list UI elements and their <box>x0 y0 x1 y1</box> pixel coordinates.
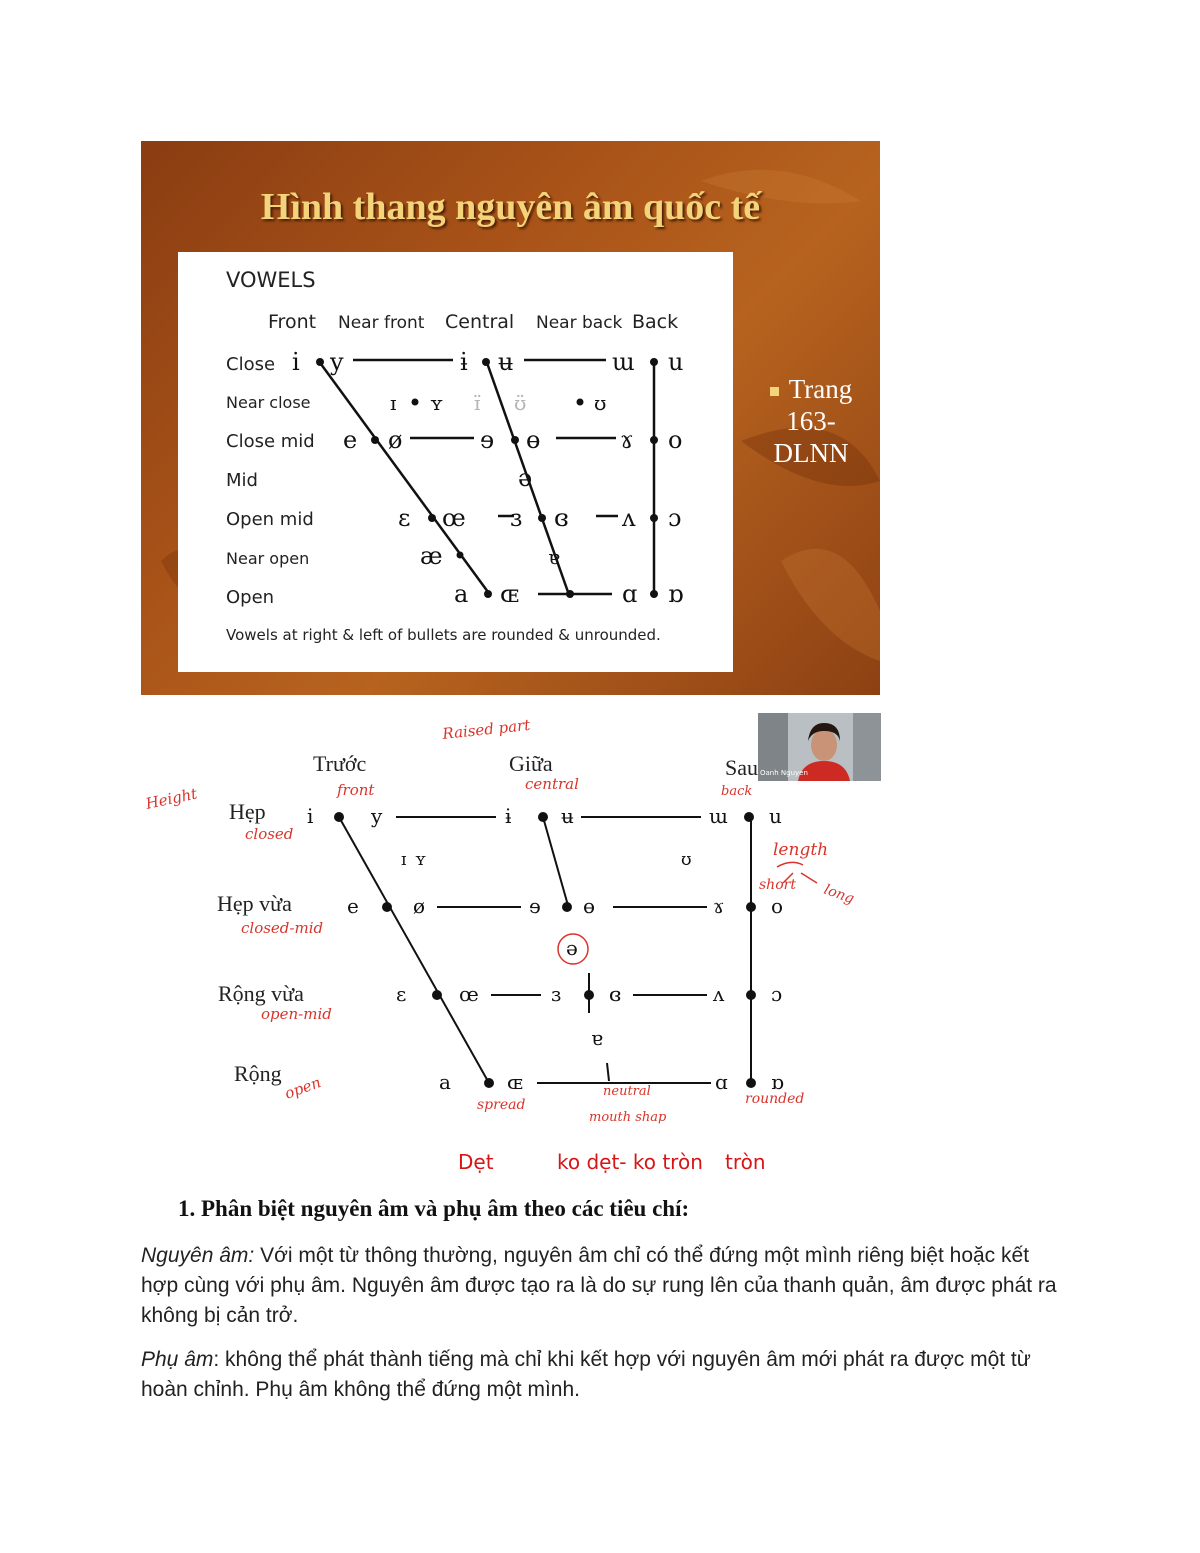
vowel: ʏ <box>415 850 427 870</box>
vowel: ɔ <box>771 982 783 1006</box>
col-central: Central <box>445 311 515 333</box>
vowel: ɞ <box>554 504 569 532</box>
trapezoid-bullets <box>316 358 658 598</box>
diagram-col-back: Sau <box>725 755 758 780</box>
note-length: length <box>773 840 829 860</box>
note-mouth-shape: mouth shap <box>589 1110 667 1125</box>
vowel: ɯ <box>612 348 635 376</box>
vowel: ɯ <box>709 804 728 828</box>
col-back: Back <box>632 311 679 333</box>
vowel: ɘ <box>529 894 541 918</box>
note-spread: spread <box>477 1097 526 1113</box>
vowel: ɪ̈ <box>474 391 481 415</box>
vowel: ɵ <box>583 894 596 918</box>
legend-round: tròn <box>725 1150 766 1174</box>
vowel: e <box>343 426 358 454</box>
vowel: ʌ <box>622 504 636 532</box>
row-open: Open <box>226 587 275 608</box>
vowel-paragraph <box>141 1241 1061 1331</box>
row-close: Close <box>226 354 276 375</box>
vowel: ɤ <box>713 894 725 918</box>
note-rounded: rounded <box>745 1091 805 1107</box>
vowel-chart-panel <box>178 252 733 672</box>
consonant-definition: : không thể phát thành tiếng mà chỉ khi kết hợp với nguyên âm mới phát ra được một từ hoàn chỉnh. Phụ âm không thể đứng một mình. <box>141 1348 1031 1401</box>
webcam-thumbnail <box>758 713 881 781</box>
vowel: y <box>371 804 383 828</box>
diagram-col-central: Giữa <box>509 751 553 776</box>
note-raised-part: Raised part <box>441 715 532 743</box>
vowel: ɨ <box>505 804 512 828</box>
slide-page-note: Trang 163- DLNN <box>751 373 871 469</box>
vowel: œ <box>442 504 466 532</box>
vowel: ʊ̈ <box>514 391 527 415</box>
vowel-chart-slide <box>141 141 880 695</box>
vowel: œ <box>459 982 479 1006</box>
vowel: o <box>668 426 683 454</box>
vowel: ɶ <box>500 580 519 608</box>
legend-flat: Dẹt <box>458 1150 494 1174</box>
vowel: ɑ <box>622 580 638 608</box>
vowel: e <box>347 894 359 918</box>
diagram-row-close: Hẹp <box>229 799 266 824</box>
note-open-mid: open-mid <box>261 1005 332 1023</box>
section-heading: 1. Phân biệt nguyên âm và phụ âm theo các tiêu chí: <box>178 1196 690 1221</box>
row-open-mid: Open mid <box>226 509 314 530</box>
vowel: i <box>292 348 300 376</box>
vowel: ʊ <box>594 391 607 415</box>
note-closed-mid: closed-mid <box>241 919 324 937</box>
diagram-row-close-mid: Hẹp vừa <box>217 891 292 916</box>
vowel: ɔ <box>668 504 682 532</box>
note-front: front <box>337 781 375 799</box>
col-front: Front <box>268 311 317 333</box>
vowel: ə <box>566 936 578 960</box>
slide-title: Hình thang nguyên âm quốc tế <box>260 186 761 228</box>
vowel: ʏ <box>430 391 444 415</box>
consonant-term: Phụ âm <box>141 1348 214 1371</box>
vowel: ʉ <box>498 348 514 376</box>
diagram-row-open: Rộng <box>234 1061 282 1086</box>
note-long: long <box>821 881 857 908</box>
vowel: ɛ <box>396 982 407 1006</box>
legend-neutral: ko dẹt- ko tròn <box>557 1150 703 1174</box>
bullet-icon <box>770 387 779 396</box>
note-closed: closed <box>245 825 294 843</box>
vowel: ɒ <box>668 580 684 608</box>
vowel: ø <box>413 894 426 918</box>
vowel: ɜ <box>510 504 523 532</box>
webcam-name: Oanh Nguyen <box>760 769 808 777</box>
note-central: central <box>525 775 579 793</box>
vowel: y <box>330 348 344 376</box>
vowel: ɜ <box>551 982 562 1006</box>
diagram-col-front: Trước <box>313 751 367 776</box>
vowel: i <box>307 804 314 828</box>
vowel: ɐ <box>548 545 560 569</box>
vowel: ɪ <box>390 391 397 415</box>
panel-heading: VOWELS <box>226 268 316 292</box>
ipa-vowel-trapezoid <box>178 252 733 672</box>
row-near-open: Near open <box>226 549 310 568</box>
vowel: ʊ <box>681 850 692 870</box>
vowel: a <box>454 580 469 608</box>
vowel: ɒ <box>771 1070 784 1094</box>
vowel: ɑ <box>715 1070 728 1094</box>
diagram-row-open-mid: Rộng vừa <box>218 981 304 1006</box>
vowel: ə <box>518 464 533 492</box>
vowel: ɘ <box>480 426 495 454</box>
vowel: ɪ <box>401 850 407 870</box>
vowel: æ <box>420 542 443 570</box>
consonant-paragraph <box>141 1345 1061 1405</box>
note-back: back <box>721 784 753 799</box>
vowel: ɐ <box>591 1026 603 1050</box>
row-mid: Mid <box>226 470 258 491</box>
vowel-definition: Với một từ thông thường, nguyên âm chỉ có thể đứng một mình riêng biệt hoặc kết hợp cùng với phụ âm. Nguyên âm được tạo ra là do sự rung lên của thanh quản, âm được phát ra không bị cản trở. <box>141 1244 1057 1327</box>
vowel: a <box>439 1070 451 1094</box>
vowel: ʉ <box>561 804 574 828</box>
note-neutral: neutral <box>603 1084 651 1099</box>
vowel: ɛ <box>398 504 411 532</box>
note-height: Height <box>144 784 199 813</box>
vowel: ɤ <box>620 426 634 454</box>
row-close-mid: Close mid <box>226 431 315 452</box>
vowel: ʌ <box>713 982 725 1006</box>
col-near-back: Near back <box>536 313 623 333</box>
col-near-front: Near front <box>338 313 425 333</box>
vowel-term: Nguyên âm: <box>141 1244 255 1267</box>
vowel: ɞ <box>609 982 622 1006</box>
vowel: u <box>668 348 684 376</box>
slide-footnote: Vowels at right & left of bullets are rounded & unrounded. <box>226 626 661 644</box>
vowel: ɨ <box>460 348 468 376</box>
row-near-close: Near close <box>226 393 311 412</box>
vowel: ø <box>388 426 403 454</box>
vowel: ɵ <box>526 426 541 454</box>
vowel: o <box>771 894 784 918</box>
diagram-bullets <box>334 812 756 1088</box>
note-open: open <box>282 1073 324 1103</box>
note-short: short <box>759 877 796 893</box>
vowel: u <box>769 804 782 828</box>
vowel: ɶ <box>507 1070 523 1094</box>
